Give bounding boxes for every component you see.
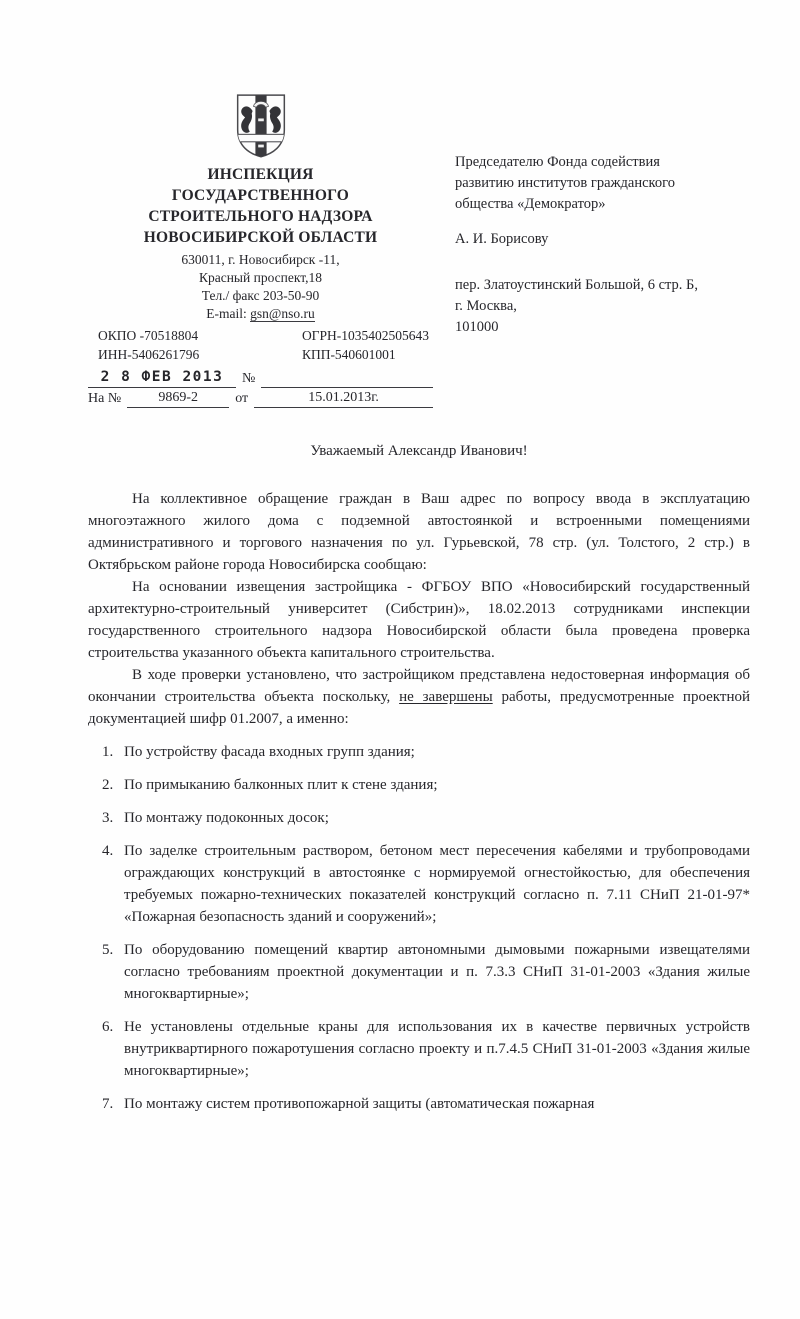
list-item <box>102 741 750 763</box>
addressee-block <box>455 152 764 408</box>
codes-left-column <box>98 326 199 364</box>
email-value: gsn@nso.ru <box>250 306 315 321</box>
item-number: 5. <box>102 942 114 958</box>
list-item <box>102 807 750 829</box>
incoming-ref-row <box>88 388 433 408</box>
reference-block <box>88 368 433 408</box>
letterhead <box>88 90 433 408</box>
salutation: Уважаемый Александр Иванович! <box>310 443 528 459</box>
paragraph-3-text: В ходе проверки установлено, что застройщиком представлена недостоверная информация об окончании строительства объекта поскольку, <box>88 667 750 705</box>
incoming-date: 15.01.2013г. <box>254 388 433 408</box>
registration-codes <box>88 326 433 364</box>
outgoing-ref-row <box>88 368 433 388</box>
org-name-line: ИНСПЕКЦИЯ <box>207 166 314 183</box>
item-text: По устройству фасада входных групп здания; <box>124 744 415 760</box>
addressee-title-line: Председателю Фонда содействия <box>455 154 660 170</box>
item-number: 1. <box>102 744 114 760</box>
list-item <box>102 1093 750 1115</box>
date-stamp: 2 8 ФЕВ 2013 <box>88 368 236 388</box>
item-text: По оборудованию помещений квартир автономными дымовыми пожарными извещателями согласно требованиям проектной документации и п. 7.3.3 СНиП 31-01-2003 «Здания жилые многоквартирные»; <box>124 942 750 1002</box>
ot-label: от <box>235 391 249 406</box>
letter-body <box>88 440 750 1115</box>
email-line <box>88 305 433 323</box>
kpp-value: КПП-540601001 <box>301 347 396 362</box>
list-item <box>102 774 750 796</box>
org-name-line: СТРОИТЕЛЬНОГО НАДЗОРА <box>148 208 373 225</box>
list-item <box>102 840 750 928</box>
item-text: По заделке строительным раствором, бетоном мест пересечения кабелями и трубопроводами ограждающих конструкций в автостоянке с нормируемой огнестойкостью, для обеспечения требуемых пожарно-технических показателей конструкций согласно п. 7.11 СНиП 21-01-97* «Пожарная безопасность зданий и сооружений»; <box>124 843 750 925</box>
addressee-address-line: г. Москва, <box>455 298 517 314</box>
paragraph-3-text: работы, предусмотренные проектной документацией шифр 01.2007, а именно: <box>88 689 751 727</box>
letter-header <box>88 90 764 408</box>
item-number: 4. <box>102 843 114 859</box>
underlined-phrase: не завершены <box>399 689 493 705</box>
inn-value: ИНН-5406261796 <box>98 347 200 362</box>
coat-of-arms-icon <box>233 90 289 160</box>
numbered-list <box>88 741 750 1115</box>
incoming-number: 9869-2 <box>127 388 229 408</box>
codes-right-column <box>302 326 429 364</box>
addressee-title-line: развитию институтов гражданского <box>455 175 675 191</box>
item-text: По монтажу подоконных досок; <box>124 810 329 826</box>
addressee-title-line: общества «Демократор» <box>455 196 606 212</box>
letterhead-address <box>88 251 433 323</box>
spacer <box>455 215 764 229</box>
addressee-address-line: пер. Златоустинский Большой, 6 стр. Б, <box>455 277 699 293</box>
ogrn-value: ОГРН-1035402505643 <box>301 328 429 343</box>
item-text: По монтажу систем противопожарной защиты (автоматическая пожарная <box>124 1096 595 1112</box>
spacer <box>455 250 764 275</box>
item-number: 2. <box>102 777 114 793</box>
item-number: 3. <box>102 810 114 826</box>
item-text: По примыканию балконных плит к стене здания; <box>124 777 438 793</box>
org-name-line: ГОСУДАРСТВЕННОГО <box>171 187 350 204</box>
list-item <box>102 1016 750 1082</box>
okpo-value: ОКПО -70518804 <box>98 328 199 343</box>
list-item <box>102 939 750 1005</box>
item-text: Не установлены отдельные краны для использования их в качестве первичных устройств внутриквартирного пожаротушения согласно проекту и п.7.4.5 СНиП 31-01-2003 «Здания жилые многоквартирные»; <box>124 1019 750 1079</box>
paragraph-2: На основании извещения застройщика - ФГБОУ ВПО «Новосибирский государственный архитектурно-строительный университет (Сибстрин)», 18.02.2013 сотрудниками инспекции государственного строительного надзора Новосибирской области была проведена проверка строительства указанного объекта капитального строительства. <box>88 579 750 661</box>
org-name-line: НОВОСИБИРСКОЙ ОБЛАСТИ <box>143 229 378 246</box>
org-name <box>88 164 433 248</box>
address-line: Красный проспект,18 <box>198 270 323 285</box>
email-label: E-mail: <box>206 306 247 321</box>
item-number: 7. <box>102 1096 114 1112</box>
item-number: 6. <box>102 1019 114 1035</box>
na-no-label: На № <box>88 391 122 406</box>
phone-line: Тел./ факс 203-50-90 <box>201 288 320 303</box>
paragraph-1: На коллективное обращение граждан в Ваш адрес по вопросу ввода в эксплуатацию многоэтажного жилого дома с подземной автостоянкой и встроенными помещениями административного и торгового назначения по ул. Гурьевской, 78 стр. (ул. Толстого, 2 стр.) в Октябрьском районе города Новосибирска сообщаю: <box>88 491 750 573</box>
paragraph-3 <box>88 664 750 730</box>
number-label: № <box>242 371 256 386</box>
addressee-name: А. И. Борисову <box>455 231 549 247</box>
address-line: 630011, г. Новосибирск -11, <box>181 252 340 267</box>
addressee-address-line: 101000 <box>455 319 499 335</box>
